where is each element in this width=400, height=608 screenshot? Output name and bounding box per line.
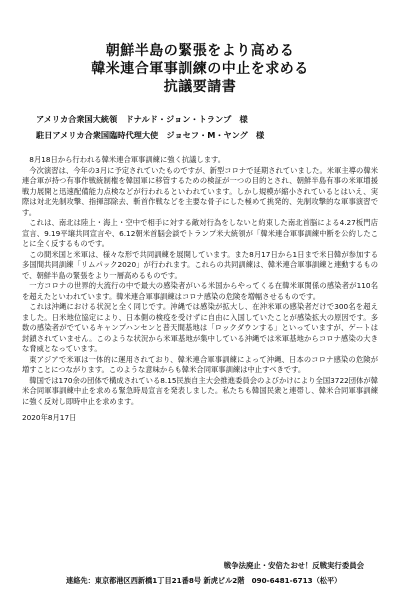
paragraph: これは沖縄における状況と全く同じです。沖縄では感染が拡大し、在沖米軍の感染者だけで300名を超えました。日米地位協定により、日本側の検疫を受けずに自由に入国していたことが感染拡大の原因です。多数の感染者がでているキャンプハンセンと普天間基地は「ロックダウンする」といっていますが、ゲートは封鎖されていません。このような状況から米軍基地が集中している沖縄では米軍基地からコロナ感染の大きな脅威となっています。: [22, 302, 378, 353]
paragraph: 一方コロナの世界的大流行の中で最大の感染者がいる米国からやってくる在韓米軍関係の感染者が110名を超えたといわれています。韓米連合軍事訓練はコロナ感染の危険を増幅させるものです。: [22, 281, 378, 301]
letter-body: [22, 155, 378, 407]
addressee-president: アメリカ合衆国大統領 ドナルド・ジョン・トランプ 様: [36, 114, 248, 124]
paragraph: 今次演習は、今年の3月に予定されていたものですが、新型コロナで延期されていました。米軍主導の韓米連合軍が持つ有事作戦統制権を韓国軍に移管するための検証が一つの目的とされ、朝鮮半島有事の米軍増援戦力展開と迅速配備能力点検などが行われるといわれています。しかし規模が縮小されているとはいえ、実際は対北先制攻撃、指揮部除去、斬首作戦などを主要な骨子にした極めて挑発的、先制攻撃的な軍事演習です。: [22, 165, 378, 217]
signature: 戦争法廃止・安倍たおせ！反戦実行委員会: [223, 561, 364, 570]
contact-info: 連絡先：東京都港区西新橋1丁目21番8号 新虎ビル2階 090-6481-6713（松平）: [66, 576, 342, 585]
document-page: [0, 42, 400, 608]
paragraph: これは、南北は陸上・海上・空中で相手に対する敵対行為をしないと約束した南北首脳による4.27板門店宣言、9.19平壌共同宣言や、6.12朝米首脳会談でトランプ米大統領が「韓米連合軍事訓練中断を公約したことに全く反するものです。: [22, 218, 378, 248]
title-line-2: 韓米連合軍事訓練の中止を求める: [91, 61, 309, 77]
paragraph: 8月18日から行われる韓米連合軍事訓練に強く抗議します。: [29, 155, 226, 164]
paragraph: 東アジアで米軍は一体的に運用されており、韓米連合軍事訓練によって沖縄、日本のコロナ感染の危険が増すことにつながります。このような意味からも韓米合同軍事訓練は中止すべきです。: [22, 354, 378, 374]
title-line-1: 朝鮮半島の緊張をより高める: [105, 43, 295, 59]
paragraph: この間米国と米軍は、様々な形で共同訓練を展開しています。また8月17日から1日まで米日韓が参加する多国間共同訓練「リムパック2020」が行われます。これらの共同訓練は、韓米連合軍事訓練と連動するもので、朝鮮半島の緊張をより一層高めるものです。: [22, 249, 378, 280]
title-line-3: 抗議要請書: [163, 79, 237, 95]
paragraph: 韓国では170余の団体で構成されている8.15民族自主大会推進委員会のよびかけにより全国3722団体が韓米合同軍事訓練中止を求める緊急時局宣言を発表しました。私たちも韓国民衆と連帯し、韓米合同軍事訓練に強く反対し即時中止を求めます。: [22, 375, 378, 406]
addressee-ambassador: 駐日アメリカ合衆国臨時代理大使 ジョセフ・M・ヤング 様: [36, 130, 265, 140]
letter-date: 2020年8月17日: [22, 413, 77, 422]
